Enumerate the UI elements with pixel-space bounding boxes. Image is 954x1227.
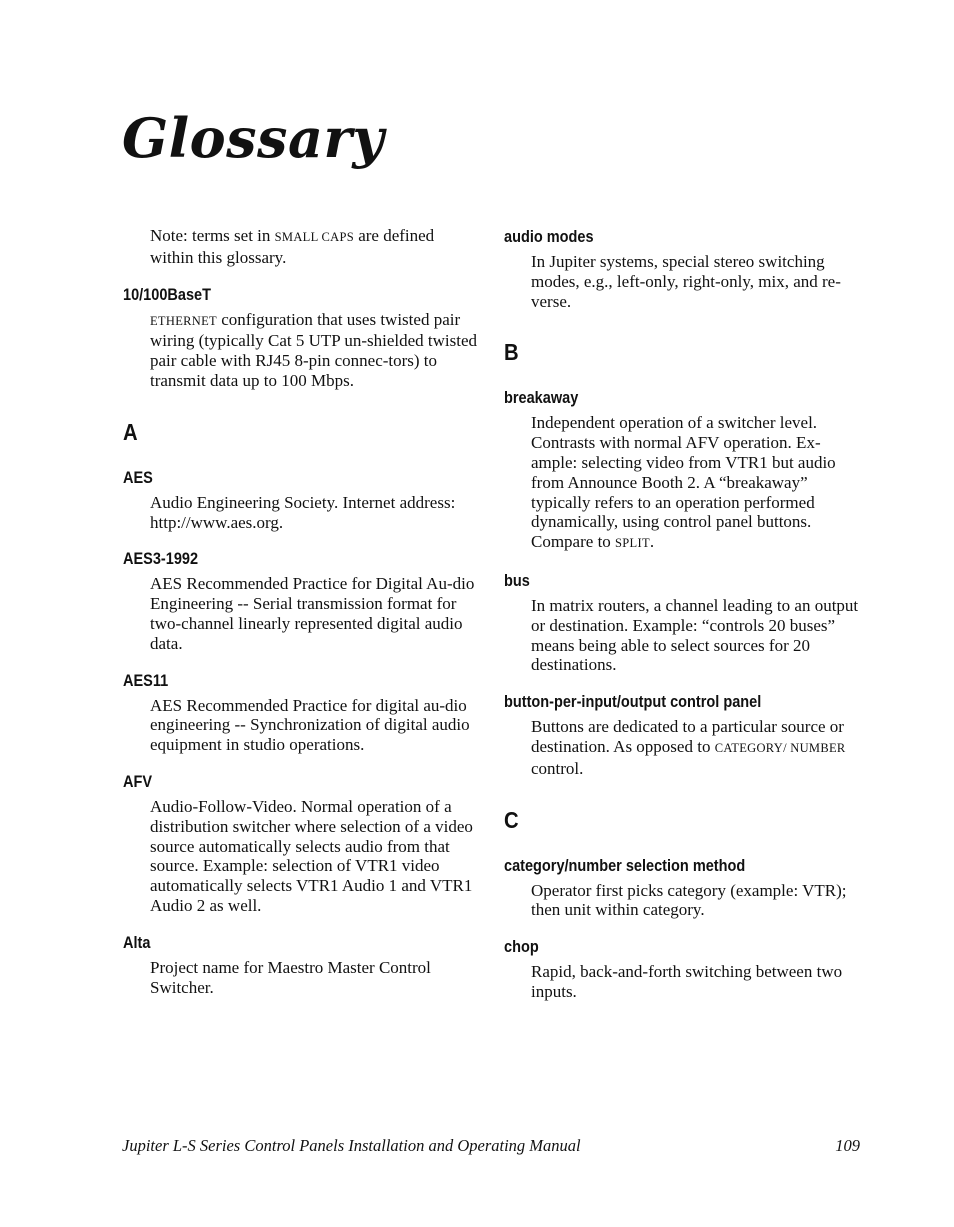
term-bus: bus	[504, 571, 530, 590]
page-footer	[122, 1136, 860, 1156]
section-letter-b: B	[504, 339, 519, 366]
definition-10-100baset: ETHERNET configuration that uses twisted pair wiring (typically Cat 5 UTP un-shielded twisted pair cable with RJ45 8-pin connec-tors) to transmit data up to 100 Mbps.	[150, 309, 478, 390]
term-breakaway: breakaway	[504, 389, 579, 408]
definition-category-number: Operator first picks category (example: VTR); then unit within category.	[531, 880, 847, 920]
definition-chop: Rapid, back-and-forth switching between two inputs.	[531, 962, 843, 1001]
term-alta: Alta	[123, 933, 151, 952]
definition-aes3-1992: AES Recommended Practice for Digital Au-dio Engineering -- Serial transmission format for two-channel linearly represented digital audio data.	[150, 574, 475, 653]
term-aes3-1992: AES3-1992	[123, 550, 199, 569]
definition-afv: Audio-Follow-Video. Normal operation of a distribution switcher where selection of a video source automatically selects audio from that source. Example: selection of VTR1 video automatically selects VTR1 Audio 1 and VTR1 Audio 2 as well.	[150, 796, 473, 915]
section-letter-a: A	[123, 418, 138, 445]
manual-title: Jupiter L-S Series Control Panels Installation and Operating Manual	[122, 1136, 581, 1155]
term-button-per-input-output: button-per-input/output control panel	[504, 693, 762, 712]
term-aes11: AES11	[123, 671, 169, 690]
term-audio-modes: audio modes	[504, 228, 594, 246]
left-column	[123, 226, 478, 1013]
page-number: 109	[835, 1136, 860, 1155]
term-10-100baset: 10/100BaseT	[123, 285, 211, 304]
definition-aes: Audio Engineering Society. Internet address: http://www.aes.org.	[150, 492, 456, 532]
definition-alta: Project name for Maestro Master Control Switcher.	[150, 957, 431, 997]
right-column	[504, 226, 862, 1018]
page-title: Glossary	[122, 106, 385, 170]
section-letter-c: C	[504, 806, 519, 833]
definition-breakaway: Independent operation of a switcher level. Contrasts with normal AFV operation. Ex-ample: selecting video from VTR1 but audio from Announce Booth 2. A “breakaway” typically refers to an operation performed dynamically, using control panel buttons. Compare to SPLIT.	[531, 413, 836, 552]
definition-audio-modes: In Jupiter systems, special stereo switching modes, e.g., left-only, right-only, mix, and re-verse.	[531, 252, 841, 311]
term-aes: AES	[123, 468, 153, 487]
definition-bus: In matrix routers, a channel leading to an output or destination. Example: “controls 20 buses” means being able to select sources for 20 destinations.	[531, 595, 859, 675]
term-afv: AFV	[123, 772, 153, 791]
definition-button-per-input-output: Buttons are dedicated to a particular source or destination. As opposed to CATEGORY/ NUMBER control.	[531, 717, 846, 778]
definition-aes11: AES Recommended Practice for digital au-dio engineering -- Synchronization of digital audio equipment in studio operations.	[150, 695, 470, 755]
term-chop: chop	[504, 938, 539, 957]
glossary-note: Note: terms set in SMALL CAPS are defined within this glossary.	[150, 226, 435, 267]
term-category-number: category/number selection method	[504, 856, 746, 875]
